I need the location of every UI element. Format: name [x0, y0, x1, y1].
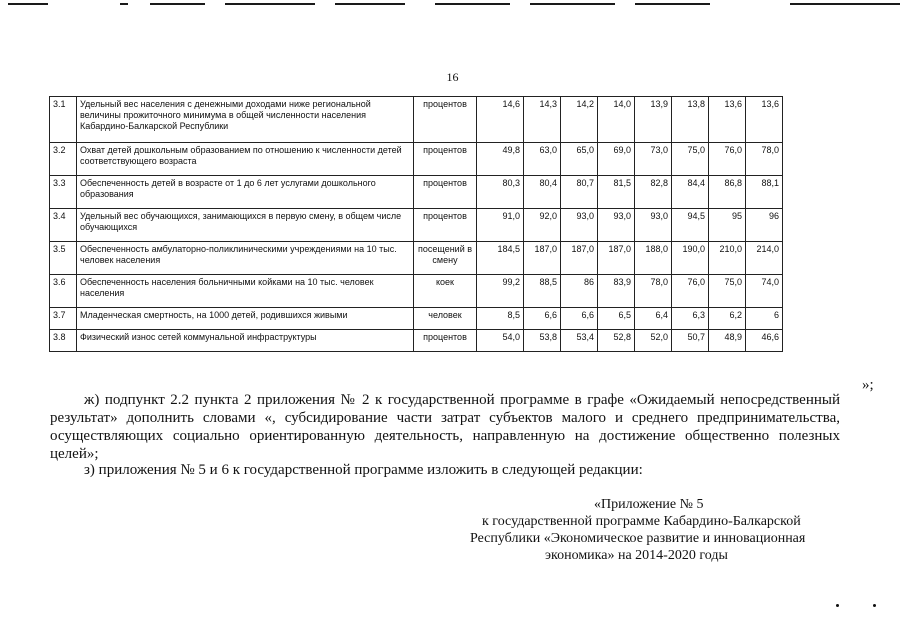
- scan-line: [635, 3, 710, 5]
- indicator-name: Физический износ сетей коммунальной инфраструктуры: [77, 330, 414, 352]
- value-cell: 92,0: [524, 209, 561, 242]
- value-cell: 75,0: [709, 275, 746, 308]
- indicator-name: Младенческая смертность, на 1000 детей, родившихся живыми: [77, 308, 414, 330]
- value-cell: 14,0: [598, 97, 635, 143]
- value-cell: 81,5: [598, 176, 635, 209]
- value-cell: 210,0: [709, 242, 746, 275]
- value-cell: 93,0: [598, 209, 635, 242]
- value-cell: 13,9: [635, 97, 672, 143]
- appendix-line: Республики «Экономическое развитие и инновационная: [470, 531, 806, 546]
- value-cell: 214,0: [746, 242, 783, 275]
- value-cell: 73,0: [635, 143, 672, 176]
- value-cell: 78,0: [635, 275, 672, 308]
- value-cell: 65,0: [561, 143, 598, 176]
- page-number: 16: [446, 70, 459, 84]
- indicator-name: Обеспеченность населения больничными койками на 10 тыс. человек населения: [77, 275, 414, 308]
- value-cell: 96: [746, 209, 783, 242]
- appendix-line: к государственной программе Кабардино-Балкарской: [482, 514, 801, 529]
- appendix-header: [470, 496, 850, 564]
- value-cell: 52,0: [635, 330, 672, 352]
- indicators-table-body: [50, 97, 783, 352]
- unit-cell: процентов: [414, 143, 477, 176]
- value-cell: 95: [709, 209, 746, 242]
- scan-speck: [873, 604, 876, 607]
- value-cell: 187,0: [598, 242, 635, 275]
- row-number: 3.6: [50, 275, 77, 308]
- value-cell: 52,8: [598, 330, 635, 352]
- unit-cell: посещений в смену: [414, 242, 477, 275]
- value-cell: 76,0: [672, 275, 709, 308]
- indicators-table: [49, 96, 783, 352]
- value-cell: 6,6: [524, 308, 561, 330]
- unit-cell: человек: [414, 308, 477, 330]
- value-cell: 13,6: [709, 97, 746, 143]
- value-cell: 53,8: [524, 330, 561, 352]
- value-cell: 91,0: [477, 209, 524, 242]
- unit-cell: коек: [414, 275, 477, 308]
- value-cell: 69,0: [598, 143, 635, 176]
- table-row: [50, 275, 783, 308]
- value-cell: 80,4: [524, 176, 561, 209]
- paragraph-zh: ж) подпункт 2.2 пункта 2 приложения № 2 к государственной программе в графе «Ожидаемый непосредственный результат» дополнить словами «, субсидирование части затрат субъектов малого и среднего предпринимательства, осуществляющих социально ориентированную деятельность, направленную на достижение общественно полезных целей»;: [50, 392, 840, 462]
- row-number: 3.3: [50, 176, 77, 209]
- value-cell: 94,5: [672, 209, 709, 242]
- value-cell: 80,7: [561, 176, 598, 209]
- indicator-name: Охват детей дошкольным образованием по отношению к численности детей соответствующего возраста: [77, 143, 414, 176]
- row-number: 3.4: [50, 209, 77, 242]
- value-cell: 86: [561, 275, 598, 308]
- indicator-name: Удельный вес обучающихся, занимающихся в первую смену, в общем числе обучающихся: [77, 209, 414, 242]
- value-cell: 6,3: [672, 308, 709, 330]
- value-cell: 6,4: [635, 308, 672, 330]
- unit-cell: процентов: [414, 330, 477, 352]
- value-cell: 46,6: [746, 330, 783, 352]
- value-cell: 93,0: [561, 209, 598, 242]
- value-cell: 53,4: [561, 330, 598, 352]
- value-cell: 8,5: [477, 308, 524, 330]
- appendix-title: «Приложение № 5: [594, 497, 704, 512]
- scan-speck: [836, 604, 839, 607]
- value-cell: 74,0: [746, 275, 783, 308]
- value-cell: 84,4: [672, 176, 709, 209]
- row-number: 3.8: [50, 330, 77, 352]
- table-row: [50, 209, 783, 242]
- scan-line: [530, 3, 615, 5]
- table-row: [50, 242, 783, 275]
- value-cell: 6,5: [598, 308, 635, 330]
- scan-line: [225, 3, 315, 5]
- value-cell: 50,7: [672, 330, 709, 352]
- unit-cell: процентов: [414, 97, 477, 143]
- value-cell: 93,0: [635, 209, 672, 242]
- value-cell: 6,6: [561, 308, 598, 330]
- table-row: [50, 308, 783, 330]
- closing-quote: »;: [862, 377, 874, 393]
- value-cell: 14,3: [524, 97, 561, 143]
- scan-line: [790, 3, 900, 5]
- value-cell: 6,2: [709, 308, 746, 330]
- scan-line: [150, 3, 205, 5]
- table-row: [50, 97, 783, 143]
- table-row: [50, 176, 783, 209]
- row-number: 3.2: [50, 143, 77, 176]
- indicator-name: Обеспеченность амбулаторно-поликлиническими учреждениями на 10 тыс. человек населения: [77, 242, 414, 275]
- value-cell: 190,0: [672, 242, 709, 275]
- value-cell: 187,0: [561, 242, 598, 275]
- value-cell: 6: [746, 308, 783, 330]
- value-cell: 75,0: [672, 143, 709, 176]
- value-cell: 80,3: [477, 176, 524, 209]
- indicator-name: Обеспеченность детей в возрасте от 1 до 6 лет услугами дошкольного образования: [77, 176, 414, 209]
- value-cell: 14,2: [561, 97, 598, 143]
- value-cell: 54,0: [477, 330, 524, 352]
- value-cell: 13,8: [672, 97, 709, 143]
- value-cell: 88,5: [524, 275, 561, 308]
- unit-cell: процентов: [414, 176, 477, 209]
- value-cell: 184,5: [477, 242, 524, 275]
- row-number: 3.1: [50, 97, 77, 143]
- value-cell: 78,0: [746, 143, 783, 176]
- table-row: [50, 143, 783, 176]
- value-cell: 88,1: [746, 176, 783, 209]
- row-number: 3.5: [50, 242, 77, 275]
- value-cell: 82,8: [635, 176, 672, 209]
- value-cell: 99,2: [477, 275, 524, 308]
- table-row: [50, 330, 783, 352]
- value-cell: 187,0: [524, 242, 561, 275]
- unit-cell: процентов: [414, 209, 477, 242]
- scan-line: [435, 3, 510, 5]
- scan-line: [120, 3, 128, 5]
- value-cell: 48,9: [709, 330, 746, 352]
- value-cell: 49,8: [477, 143, 524, 176]
- scan-line: [335, 3, 405, 5]
- scan-line: [8, 3, 48, 5]
- value-cell: 86,8: [709, 176, 746, 209]
- value-cell: 76,0: [709, 143, 746, 176]
- value-cell: 83,9: [598, 275, 635, 308]
- value-cell: 13,6: [746, 97, 783, 143]
- paragraph-z: з) приложения № 5 и 6 к государственной программе изложить в следующей редакции:: [84, 462, 643, 478]
- value-cell: 63,0: [524, 143, 561, 176]
- value-cell: 14,6: [477, 97, 524, 143]
- value-cell: 188,0: [635, 242, 672, 275]
- row-number: 3.7: [50, 308, 77, 330]
- indicator-name: Удельный вес населения с денежными доходами ниже региональной величины прожиточного минимума в общей численности населения Кабардино-Балкарской Республики: [77, 97, 414, 143]
- appendix-line: экономика» на 2014-2020 годы: [545, 548, 728, 563]
